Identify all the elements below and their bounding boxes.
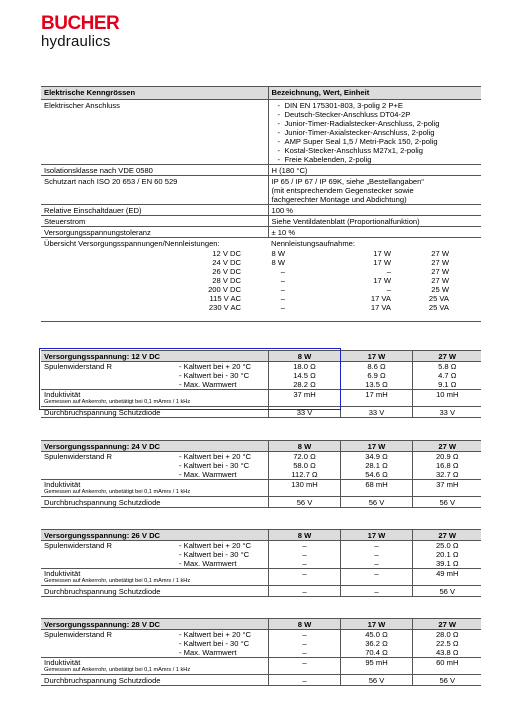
column-header: 27 W: [412, 530, 481, 541]
diode-value: 56 V: [412, 675, 481, 686]
spulen-label: Spulenwiderstand R: [44, 541, 112, 550]
rwarm-value: 112.7 Ω: [268, 470, 340, 480]
r20-value: 28.0 Ω: [412, 630, 481, 640]
r20-value: 34.9 Ω: [340, 452, 412, 462]
overview-cell-c: 27 W: [431, 276, 449, 285]
rwarm-value: 28.2 Ω: [268, 380, 340, 390]
warm-label: - Max. Warmwert: [179, 380, 237, 389]
toleranz-value: ± 10 %: [268, 227, 481, 238]
overview-cell-b: 17 W: [373, 276, 391, 285]
overview-cell-v: 115 V AC: [209, 294, 241, 303]
ind-value: 95 mH: [340, 658, 412, 668]
anschluss-item: - DIN EN 175301-803, 3-polig 2 P+E: [278, 101, 480, 110]
rwarm-value: –: [268, 648, 340, 658]
ind-value: –: [268, 569, 340, 579]
ind-value: 10 mH: [412, 390, 481, 400]
kalt20-label: - Kaltwert bei + 20 °C: [179, 362, 252, 371]
gemessen-note: Gemessen auf Ankerrohr, unbetätigt bei 0,1 mAmrs / 1 kHz: [41, 489, 268, 497]
durchbruch-label: Durchbruchspannung Schutzdiode: [41, 407, 268, 418]
r30-value: 4.7 Ω: [412, 371, 481, 380]
r30-value: –: [268, 550, 340, 559]
overview-cell-b: 17 W: [373, 249, 391, 258]
r30-value: 22.5 Ω: [412, 639, 481, 648]
induktivitaet-label: Induktivität: [44, 569, 81, 578]
isolation-value: H (180 °C): [268, 165, 481, 176]
ind-value: –: [268, 658, 340, 668]
diode-value: –: [268, 586, 340, 597]
kalt30-label: - Kaltwert bei - 30 °C: [179, 461, 250, 470]
spec-header-right: Bezeichnung, Wert, Einheit: [268, 87, 481, 100]
rwarm-value: –: [268, 559, 340, 569]
voltage-section: [41, 618, 481, 686]
r30-value: –: [268, 639, 340, 648]
overview-cell-a: –: [280, 276, 285, 285]
overview-cell-b: –: [386, 267, 391, 276]
ind-value: 37 mH: [268, 390, 340, 400]
overview-grid: [41, 249, 449, 312]
kalt30-label: - Kaltwert bei - 30 °C: [179, 550, 250, 559]
overview-cell-a: 8 W: [271, 258, 285, 267]
rwarm-value: 70.4 Ω: [340, 648, 412, 658]
diode-value: 56 V: [340, 675, 412, 686]
column-header: 27 W: [412, 351, 481, 362]
voltage-section: [41, 529, 481, 597]
overview-cell-c: 25 W: [431, 285, 449, 294]
r30-value: –: [340, 550, 412, 559]
diode-value: 56 V: [412, 586, 481, 597]
durchbruch-label: Durchbruchspannung Schutzdiode: [41, 497, 268, 508]
schutzart-line3: fachgerechter Montage und Abdichtung): [271, 194, 407, 204]
induktivitaet-label: Induktivität: [44, 480, 81, 489]
overview-cell-a: 8 W: [271, 249, 285, 258]
schutzart-line2: (mit entsprechendem Gegenstecker sowie: [271, 185, 414, 195]
durchbruch-label: Durchbruchspannung Schutzdiode: [41, 586, 268, 597]
ind-value: 60 mH: [412, 658, 481, 668]
r30-value: 16.8 Ω: [412, 461, 481, 470]
warm-label: - Max. Warmwert: [179, 470, 237, 479]
overview-cell-v: 12 V DC: [212, 249, 241, 258]
anschluss-item: - Junior-Timer-Radialstecker-Anschluss, 2-polig: [278, 119, 480, 128]
ind-value: 130 mH: [268, 480, 340, 490]
anschluss-item: - Freie Kabelenden, 2-polig: [278, 155, 480, 164]
spec-table: [41, 86, 481, 322]
r20-value: 8.6 Ω: [340, 362, 412, 372]
column-header: 17 W: [340, 441, 412, 452]
section-title: Versorgungsspannung: 12 V DC: [41, 351, 268, 362]
r20-value: 72.0 Ω: [268, 452, 340, 462]
overview-cell-c: 27 W: [431, 249, 449, 258]
r30-value: 6.9 Ω: [340, 371, 412, 380]
kalt20-label: - Kaltwert bei + 20 °C: [179, 630, 252, 639]
spulen-label: Spulenwiderstand R: [44, 362, 112, 371]
column-header: 8 W: [268, 619, 340, 630]
rwarm-value: 32.7 Ω: [412, 470, 481, 480]
ind-value: 68 mH: [340, 480, 412, 490]
ind-value: 17 mH: [340, 390, 412, 400]
r30-value: 20.1 Ω: [412, 550, 481, 559]
r20-value: 45.0 Ω: [340, 630, 412, 640]
column-header: 17 W: [340, 530, 412, 541]
r20-value: 25.0 Ω: [412, 541, 481, 551]
rwarm-value: –: [340, 559, 412, 569]
diode-value: –: [268, 675, 340, 686]
overview-cell-b: 17 VA: [370, 294, 391, 303]
anschluss-item: - Kostal-Stecker-Anschluss M27x1, 2-polig: [278, 146, 480, 155]
diode-value: 56 V: [412, 497, 481, 508]
steuerstrom-value: Siehe Ventildatenblatt (Proportionalfunktion): [268, 216, 481, 227]
r30-value: 58.0 Ω: [268, 461, 340, 470]
section-title: Versorgungsspannung: 28 V DC: [41, 619, 268, 630]
overview-cell-v: 200 V DC: [208, 285, 241, 294]
overview-cell-c: 27 W: [431, 258, 449, 267]
logo-line1: BUCHER: [41, 13, 120, 34]
overview-label: Übersicht Versorgungsspannungen/Nennleistungen:: [44, 238, 220, 248]
rwarm-value: 9.1 Ω: [412, 380, 481, 390]
diode-value: 33 V: [340, 407, 412, 418]
anschluss-item: - AMP Super Seal 1,5 / Metri-Pack 150, 2-polig: [278, 137, 480, 146]
diode-value: 33 V: [268, 407, 340, 418]
anschluss-item: - Deutsch-Stecker-Anschluss DT04-2P: [278, 110, 480, 119]
overview-cell-v: 28 V DC: [212, 276, 241, 285]
overview-cell-c: 27 W: [431, 267, 449, 276]
column-header: 8 W: [268, 351, 340, 362]
section-title: Versorgungsspannung: 26 V DC: [41, 530, 268, 541]
column-header: 27 W: [412, 441, 481, 452]
kalt30-label: - Kaltwert bei - 30 °C: [179, 639, 250, 648]
overview-cell-a: –: [280, 294, 285, 303]
voltage-section: [41, 350, 481, 418]
overview-cell-c: 25 VA: [428, 303, 449, 312]
warm-label: - Max. Warmwert: [179, 559, 237, 568]
rwarm-value: 54.6 Ω: [340, 470, 412, 480]
gemessen-note: Gemessen auf Ankerrohr, unbetätigt bei 0,1 mAmrs / 1 kHz: [41, 667, 268, 675]
rwarm-value: 43.8 Ω: [412, 648, 481, 658]
diode-value: 56 V: [340, 497, 412, 508]
section-title: Versorgungsspannung: 24 V DC: [41, 441, 268, 452]
anschluss-list: [272, 101, 480, 164]
durchbruch-label: Durchbruchspannung Schutzdiode: [41, 675, 268, 686]
spec-header-left: Elektrische Kenngrössen: [41, 87, 268, 100]
overview-cell-v: 26 V DC: [212, 267, 241, 276]
overview-cell-a: –: [280, 303, 285, 312]
r20-value: –: [340, 541, 412, 551]
ed-value: 100 %: [268, 205, 481, 216]
overview-cell-v: 230 V AC: [208, 303, 241, 312]
column-header: 17 W: [340, 619, 412, 630]
bucher-logo: [41, 14, 119, 49]
r30-value: 36.2 Ω: [340, 639, 412, 648]
ed-label: Relative Einschaltdauer (ED): [41, 205, 268, 216]
overview-right-label: Nennleistungsaufnahme:: [271, 238, 356, 248]
warm-label: - Max. Warmwert: [179, 648, 237, 657]
column-header: 27 W: [412, 619, 481, 630]
spulen-label: Spulenwiderstand R: [44, 452, 112, 461]
logo-line2: hydraulics: [41, 33, 111, 50]
rwarm-value: 39.1 Ω: [412, 559, 481, 569]
induktivitaet-label: Induktivität: [44, 658, 81, 667]
spulen-label: Spulenwiderstand R: [44, 630, 112, 639]
gemessen-note: Gemessen auf Ankerrohr, unbetätigt bei 0,1 mAmrs / 1 kHz: [41, 578, 268, 586]
r20-value: 20.9 Ω: [412, 452, 481, 462]
r20-value: 18.0 Ω: [268, 362, 340, 372]
ind-value: 37 mH: [412, 480, 481, 490]
kalt30-label: - Kaltwert bei - 30 °C: [179, 371, 250, 380]
kalt20-label: - Kaltwert bei + 20 °C: [179, 541, 252, 550]
overview-cell-a: –: [280, 267, 285, 276]
overview-cell-b: 17 W: [373, 258, 391, 267]
column-header: 8 W: [268, 441, 340, 452]
r20-value: 5.8 Ω: [412, 362, 481, 372]
diode-value: 33 V: [412, 407, 481, 418]
ind-value: 49 mH: [412, 569, 481, 579]
r30-value: 14.5 Ω: [268, 371, 340, 380]
diode-value: –: [340, 586, 412, 597]
rwarm-value: 13.5 Ω: [340, 380, 412, 390]
r20-value: –: [268, 541, 340, 551]
anschluss-label: Elektrischer Anschluss: [41, 100, 268, 165]
schutzart-line1: IP 65 / IP 67 / IP 69K, siehe „Bestellangaben“: [271, 176, 424, 186]
overview-cell-b: 17 VA: [370, 303, 391, 312]
r20-value: –: [268, 630, 340, 640]
schutzart-label: Schutzart nach ISO 20 653 / EN 60 529: [41, 176, 268, 205]
ind-value: –: [340, 569, 412, 579]
anschluss-item: - Junior-Timer-Axialstecker-Anschluss, 2-polig: [278, 128, 480, 137]
isolation-label: Isolationsklasse nach VDE 0580: [41, 165, 268, 176]
overview-cell-v: 24 V DC: [212, 258, 241, 267]
voltage-section: [41, 440, 481, 508]
overview-cell-c: 25 VA: [428, 294, 449, 303]
steuerstrom-label: Steuerstrom: [41, 216, 268, 227]
toleranz-label: Versorgungsspannungstoleranz: [41, 227, 268, 238]
kalt20-label: - Kaltwert bei + 20 °C: [179, 452, 252, 461]
diode-value: 56 V: [268, 497, 340, 508]
r30-value: 28.1 Ω: [340, 461, 412, 470]
overview-cell-a: –: [280, 285, 285, 294]
overview-cell-b: –: [386, 285, 391, 294]
column-header: 17 W: [340, 351, 412, 362]
induktivitaet-label: Induktivität: [44, 390, 81, 399]
column-header: 8 W: [268, 530, 340, 541]
gemessen-note: Gemessen auf Ankerrohr, unbetätigt bei 0,1 mAmrs / 1 kHz: [41, 399, 268, 407]
